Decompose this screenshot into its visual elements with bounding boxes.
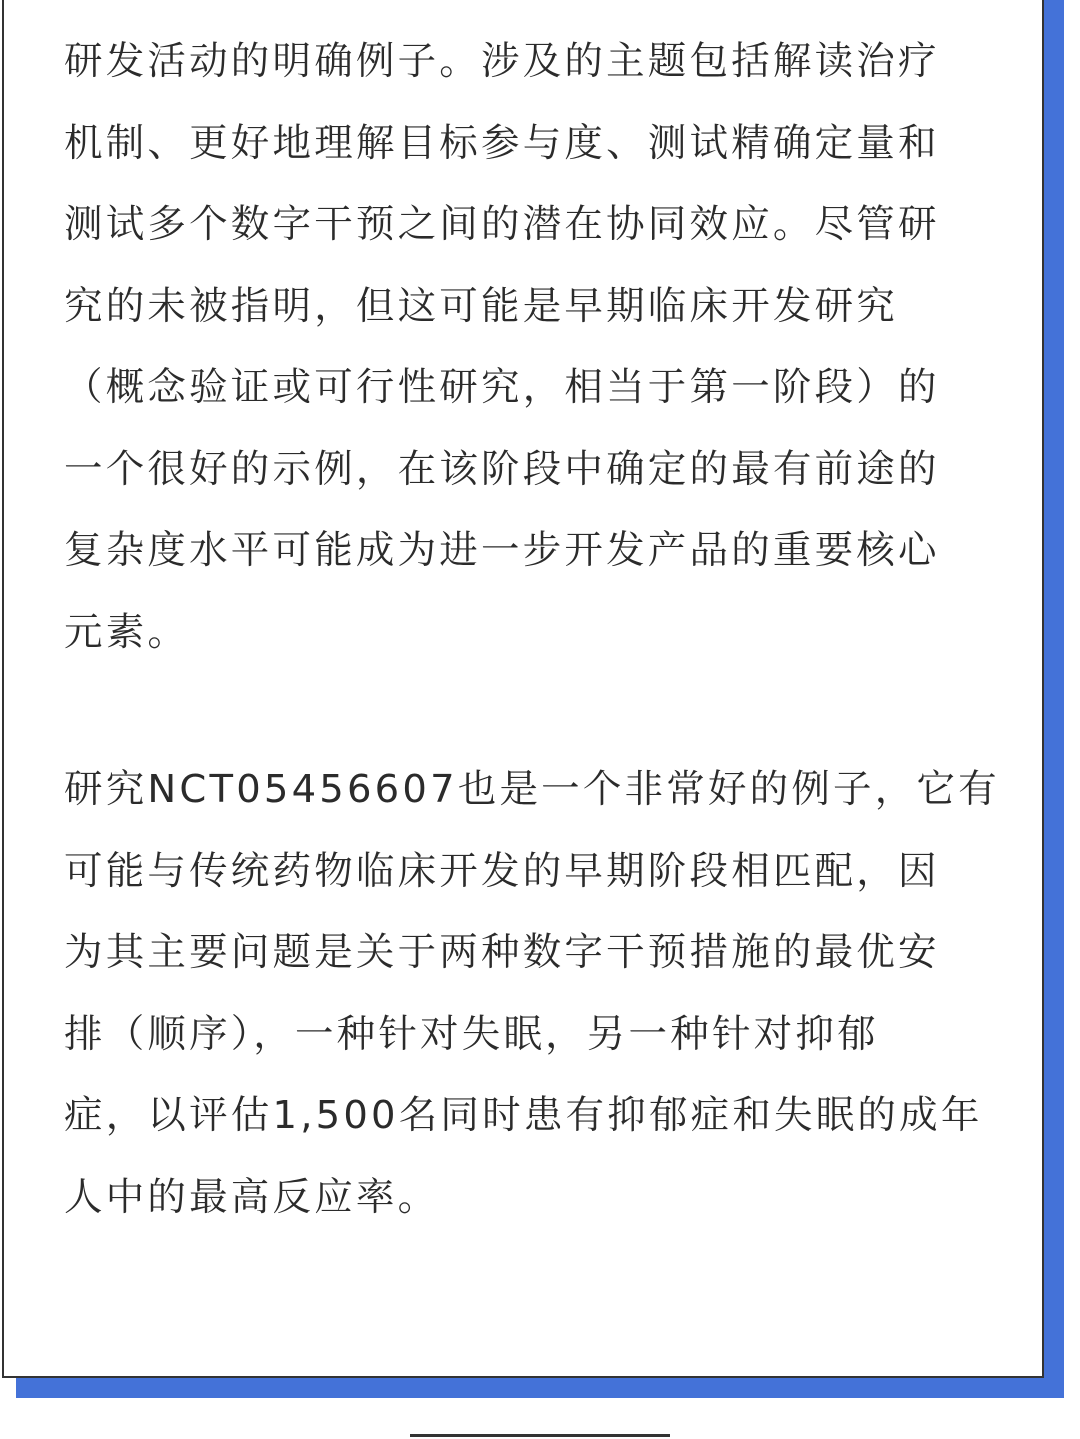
paragraph-line: 人中的最高反应率。 xyxy=(64,1174,440,1220)
paragraph-2 xyxy=(64,749,1000,1238)
paragraph-line: 可能与传统药物临床开发的早期阶段相匹配，因 xyxy=(64,848,940,894)
paragraph-line: 研究NCT05456607也是一个非常好的例子，它有 xyxy=(64,767,1000,812)
paragraph-line: 究的未被指明，但这可能是早期临床开发研究 xyxy=(64,283,899,329)
paragraph-line: 症，以评估1,500名同时患有抑郁症和失眠的成年 xyxy=(64,1093,983,1138)
paragraph-line: 测试多个数字干预之间的潜在协同效应。尽管研 xyxy=(64,202,940,247)
bottom-divider xyxy=(410,1434,670,1437)
paragraph-line: 一个很好的示例，在该阶段中确定的最有前途的 xyxy=(64,446,940,492)
paragraph-line: 研发活动的明确例子。涉及的主题包括解读治疗 xyxy=(64,39,940,84)
paragraph-line: （概念验证或可行性研究，相当于第一阶段）的 xyxy=(64,365,940,410)
paragraph-line: 为其主要问题是关于两种数字干预措施的最优安 xyxy=(64,930,940,975)
paragraph-line: 复杂度水平可能成为进一步开发产品的重要核心 xyxy=(64,528,940,573)
paragraph-1 xyxy=(64,21,984,673)
paragraph-line: 排（顺序），一种针对失眠，另一种针对抑郁 xyxy=(64,1011,879,1057)
paragraph-line: 元素。 xyxy=(64,609,190,655)
paragraph-line: 机制、更好地理解目标参与度、测试精确定量和 xyxy=(64,120,940,166)
